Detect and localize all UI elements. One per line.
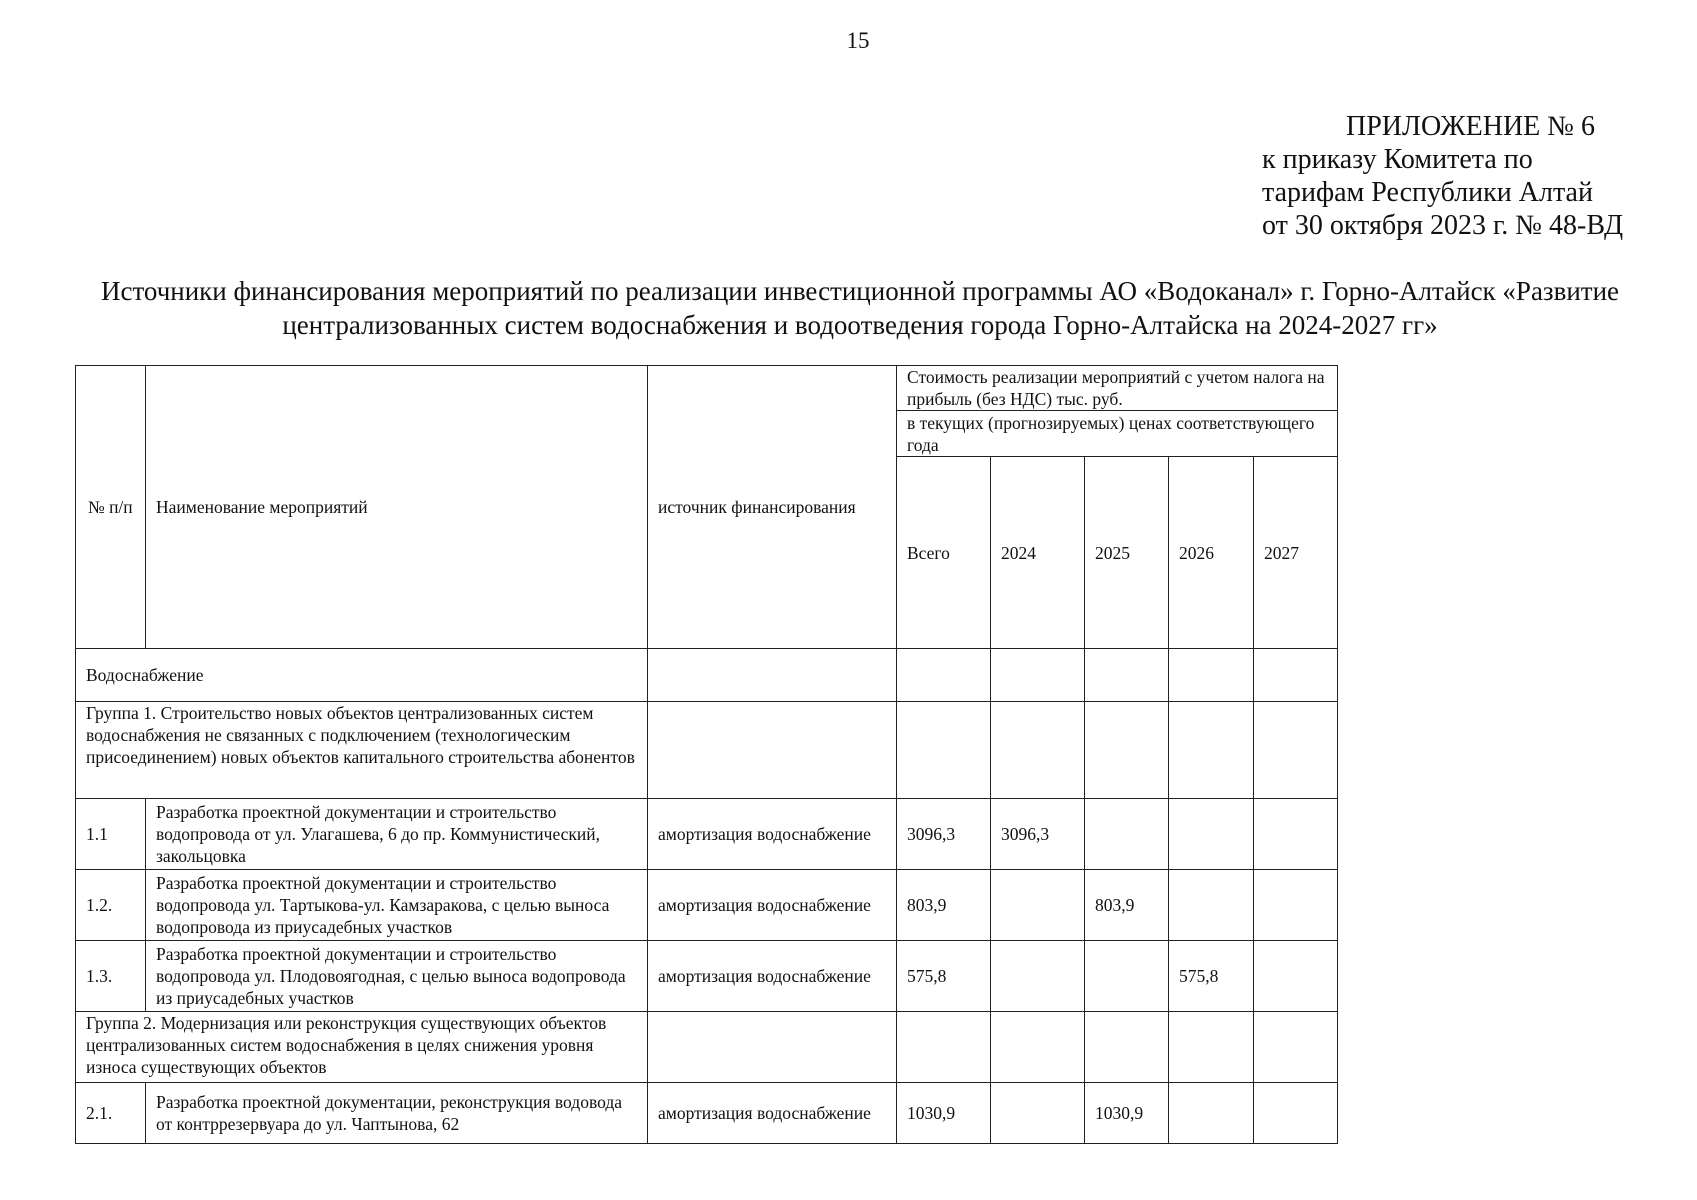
row-2026 <box>1169 870 1254 941</box>
row-total: 1030,9 <box>897 1083 991 1144</box>
header-source: источник финансирования <box>648 366 897 649</box>
empty-cell <box>991 702 1085 799</box>
header-year-2024: 2024 <box>991 457 1085 649</box>
header-cost: Стоимость реализации мероприятий с учетом налога на прибыль (без НДС) тыс. руб. <box>897 366 1338 411</box>
row-2025: 1030,9 <box>1085 1083 1169 1144</box>
row-total: 803,9 <box>897 870 991 941</box>
row-2027 <box>1254 799 1338 870</box>
row-name: Разработка проектной документации, реконструкция водовода от контррезервуара до ул. Чаптынова, 62 <box>146 1083 648 1144</box>
row-no: 1.1 <box>76 799 146 870</box>
financing-table <box>75 365 1338 1144</box>
appendix-line: тарифам Республики Алтай <box>1262 177 1593 208</box>
row-total: 575,8 <box>897 941 991 1012</box>
row-source: амортизация водоснабжение <box>648 941 897 1012</box>
empty-cell <box>897 649 991 702</box>
row-2027 <box>1254 870 1338 941</box>
header-total: Всего <box>897 457 991 649</box>
header-no: № п/п <box>76 366 146 649</box>
table-row <box>76 799 1338 870</box>
page-number: 15 <box>846 28 870 53</box>
table-row <box>76 1083 1338 1144</box>
empty-cell <box>1169 1012 1254 1083</box>
appendix-line: от 30 октября 2023 г. № 48-ВД <box>1262 210 1624 241</box>
empty-cell <box>897 702 991 799</box>
document-title <box>60 274 1660 342</box>
group-row <box>76 702 1338 799</box>
header-name: Наименование мероприятий <box>146 366 648 649</box>
row-2026 <box>1169 799 1254 870</box>
empty-cell <box>1085 702 1169 799</box>
header-row <box>76 366 1338 411</box>
row-2024 <box>991 941 1085 1012</box>
row-name: Разработка проектной документации и строительство водопровода от ул. Улагашева, 6 до пр. Коммунистический, закольцовка <box>146 799 648 870</box>
empty-cell <box>1254 1012 1338 1083</box>
document-title-line: централизованных систем водоснабжения и водоотведения города Горно-Алтайска на 2024-2027 гг» <box>282 310 1438 340</box>
empty-cell <box>1085 649 1169 702</box>
empty-cell <box>1169 649 1254 702</box>
empty-cell <box>648 1012 897 1083</box>
header-year-2027: 2027 <box>1254 457 1338 649</box>
empty-cell <box>648 649 897 702</box>
appendix-line: к приказу Комитета по <box>1262 144 1533 175</box>
row-2024 <box>991 870 1085 941</box>
row-2025 <box>1085 799 1169 870</box>
empty-cell <box>1254 702 1338 799</box>
row-2025 <box>1085 941 1169 1012</box>
row-name: Разработка проектной документации и строительство водопровода ул. Плодовоягодная, с целью выноса водопровода из приусадебных участков <box>146 941 648 1012</box>
row-name: Разработка проектной документации и строительство водопровода ул. Тартыкова-ул. Камзаракова, с целью выноса водопровода из приусадебных участков <box>146 870 648 941</box>
table-row <box>76 941 1338 1012</box>
row-2027 <box>1254 941 1338 1012</box>
group-label: Группа 1. Строительство новых объектов централизованных систем водоснабжения не связанных с подключением (технологическим присоединением) новых объектов капитального строительства абонентов <box>76 702 648 799</box>
row-no: 1.3. <box>76 941 146 1012</box>
header-year-2025: 2025 <box>1085 457 1169 649</box>
group-row <box>76 1012 1338 1083</box>
empty-cell <box>648 702 897 799</box>
row-source: амортизация водоснабжение <box>648 1083 897 1144</box>
row-source: амортизация водоснабжение <box>648 870 897 941</box>
empty-cell <box>1085 1012 1169 1083</box>
section-label: Водоснабжение <box>76 649 648 702</box>
appendix-block <box>1262 110 1623 242</box>
row-2026: 575,8 <box>1169 941 1254 1012</box>
row-no: 1.2. <box>76 870 146 941</box>
row-2026 <box>1169 1083 1254 1144</box>
empty-cell <box>897 1012 991 1083</box>
row-source: амортизация водоснабжение <box>648 799 897 870</box>
empty-cell <box>1254 649 1338 702</box>
row-2025: 803,9 <box>1085 870 1169 941</box>
row-2027 <box>1254 1083 1338 1144</box>
header-year-2026: 2026 <box>1169 457 1254 649</box>
row-no: 2.1. <box>76 1083 146 1144</box>
empty-cell <box>991 649 1085 702</box>
row-total: 3096,3 <box>897 799 991 870</box>
document-title-line: Источники финансирования мероприятий по реализации инвестиционной программы АО «Водоканал» г. Горно-Алтайск «Развитие <box>100 276 1620 306</box>
appendix-heading: ПРИЛОЖЕНИЕ № 6 <box>1346 111 1595 142</box>
header-prices: в текущих (прогнозируемых) ценах соответствующего года <box>897 411 1338 457</box>
section-row <box>76 649 1338 702</box>
table-row <box>76 870 1338 941</box>
group-label: Группа 2. Модернизация или реконструкция существующих объектов централизованных систем водоснабжения в целях снижения уровня износа существующих объектов <box>76 1012 648 1083</box>
empty-cell <box>1169 702 1254 799</box>
row-2024: 3096,3 <box>991 799 1085 870</box>
row-2024 <box>991 1083 1085 1144</box>
empty-cell <box>991 1012 1085 1083</box>
